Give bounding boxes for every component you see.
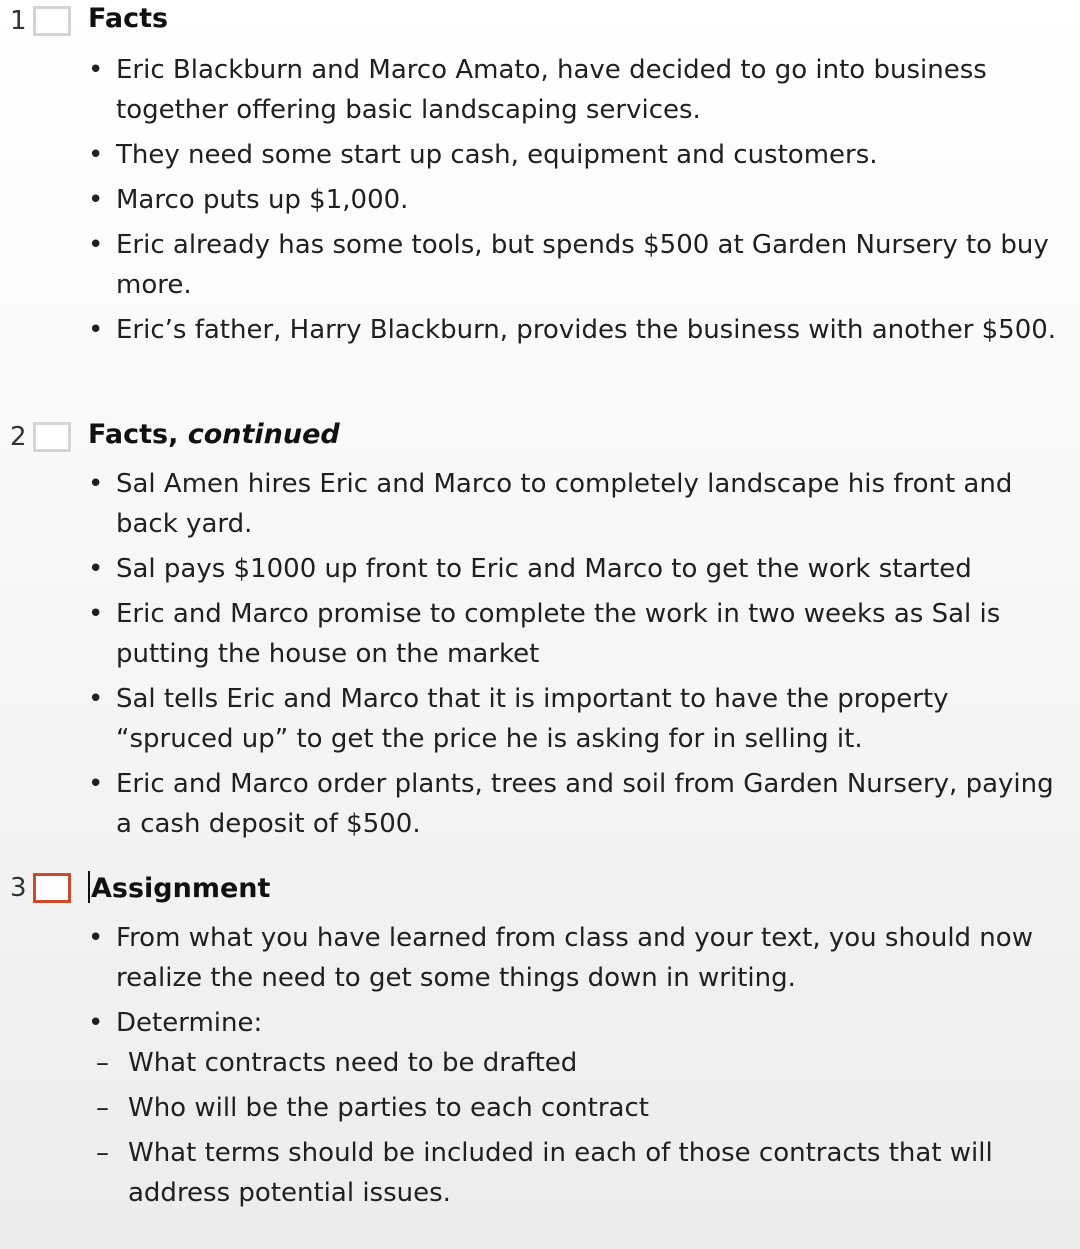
bullet-icon: • (88, 469, 104, 499)
bullet-icon: • (88, 923, 104, 953)
bullet-item[interactable]: • Determine: – What contracts need to be drafted – Who will be the parties to each contract – What terms should be included in each of those contracts that will address potential issues. (88, 1003, 1068, 1213)
slide-number: 1 (10, 6, 27, 36)
sub-bullet-item[interactable]: – Who will be the parties to each contract (96, 1088, 1068, 1128)
sub-bullet-item[interactable]: – What contracts need to be drafted (96, 1043, 1068, 1083)
bullet-icon: • (88, 684, 104, 714)
slide-title[interactable]: Facts (88, 3, 169, 34)
bullet-list (88, 464, 1068, 849)
slide-title[interactable]: Assignment (88, 871, 270, 904)
slide-thumbnail-icon[interactable] (33, 422, 71, 452)
bullet-item[interactable]: • Marco puts up $1,000. (88, 180, 1068, 220)
dash-icon: – (96, 1048, 109, 1078)
bullet-icon: • (88, 55, 104, 85)
text-cursor (88, 871, 90, 903)
bullet-item[interactable]: • They need some start up cash, equipment and customers. (88, 135, 1068, 175)
bullet-item[interactable]: • Eric and Marco promise to complete the work in two weeks as Sal is putting the house on the market (88, 594, 1068, 674)
bullet-icon: • (88, 599, 104, 629)
bullet-icon: • (88, 769, 104, 799)
dash-icon: – (96, 1138, 109, 1168)
slide-number: 2 (10, 422, 27, 452)
bullet-item[interactable]: • Eric and Marco order plants, trees and soil from Garden Nursery, paying a cash deposit of $500. (88, 764, 1068, 844)
sub-bullet-item[interactable]: – What terms should be included in each of those contracts that will address potential issues. (96, 1133, 1068, 1213)
bullet-item[interactable]: • Sal tells Eric and Marco that it is important to have the property “spruced up” to get the price he is asking for in selling it. (88, 679, 1068, 759)
bullet-list (88, 50, 1068, 355)
bullet-item[interactable]: • Eric already has some tools, but spends $500 at Garden Nursery to buy more. (88, 225, 1068, 305)
sub-bullet-list (96, 1043, 1068, 1213)
bullet-item[interactable]: • Sal Amen hires Eric and Marco to completely landscape his front and back yard. (88, 464, 1068, 544)
slide-number: 3 (10, 873, 27, 903)
slide-title-italic: continued (187, 419, 340, 450)
dash-icon: – (96, 1093, 109, 1123)
bullet-list (88, 918, 1068, 1218)
bullet-icon: • (88, 140, 104, 170)
slide-thumbnail-selected-icon[interactable] (33, 873, 71, 903)
bullet-item[interactable]: • From what you have learned from class and your text, you should now realize the need to get some things down in writing. (88, 918, 1068, 998)
bullet-icon: • (88, 1008, 104, 1038)
slide-title[interactable]: Facts, continued (88, 419, 340, 450)
bullet-item[interactable]: • Eric Blackburn and Marco Amato, have decided to go into business together offering basic landscaping services. (88, 50, 1068, 130)
bullet-icon: • (88, 315, 104, 345)
slide-thumbnail-icon[interactable] (33, 6, 71, 36)
bullet-item[interactable]: • Eric’s father, Harry Blackburn, provides the business with another $500. (88, 310, 1068, 350)
bullet-icon: • (88, 185, 104, 215)
bullet-icon: • (88, 230, 104, 260)
bullet-icon: • (88, 554, 104, 584)
bullet-item[interactable]: • Sal pays $1000 up front to Eric and Marco to get the work started (88, 549, 1068, 589)
